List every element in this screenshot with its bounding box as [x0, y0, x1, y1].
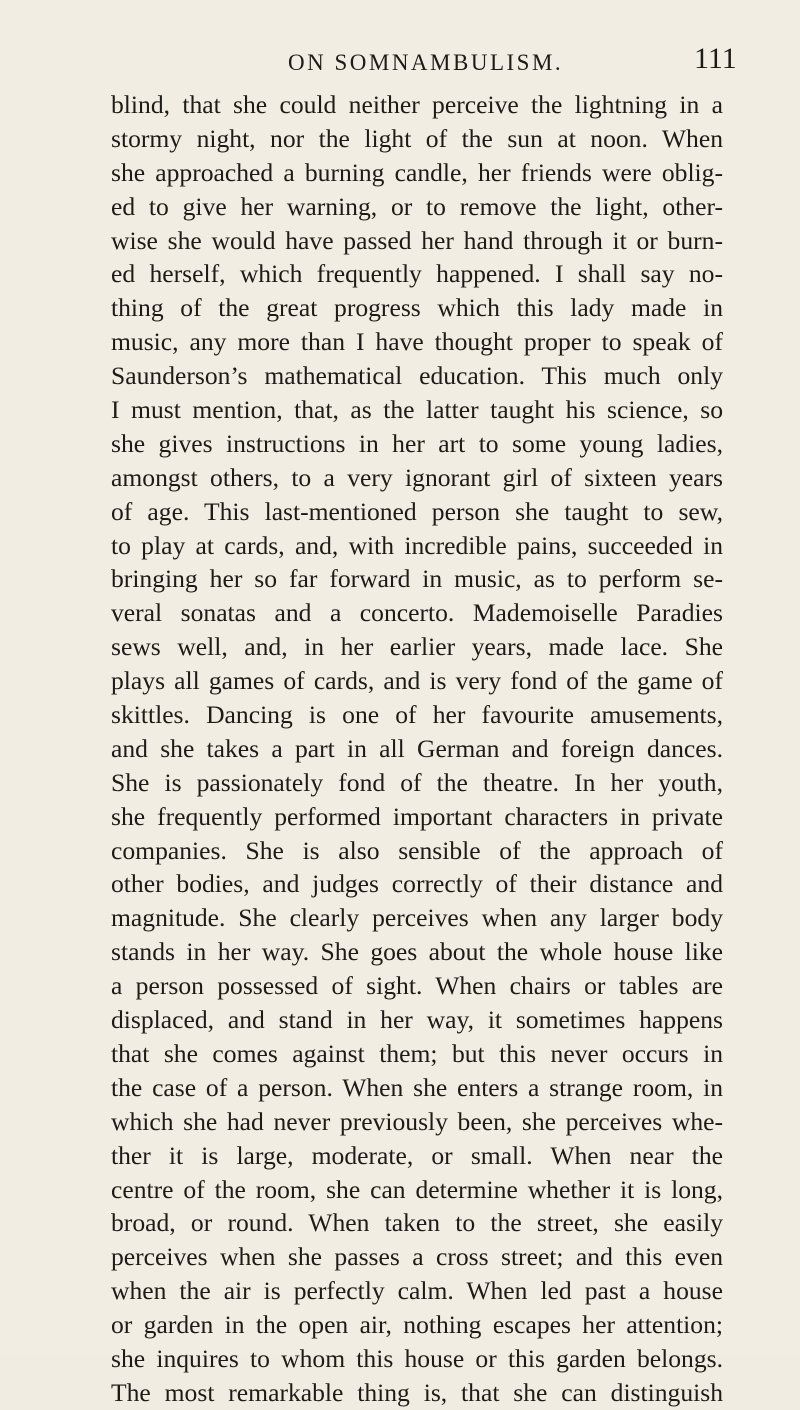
text-line: the case of a person. When she enters a strange room, in [111, 1072, 723, 1102]
text-line: ther it is large, moderate, or small. When near the [111, 1140, 723, 1170]
text-line: other bodies, and judges correctly of their distance and [111, 869, 723, 899]
text-line: displaced, and stand in her way, it sometimes happens [111, 1005, 723, 1035]
text-line: The most remarkable thing is, that she can distinguish [111, 1377, 723, 1407]
text-line: of age. This last-mentioned person she taught to sew, [111, 496, 723, 526]
text-line: veral sonatas and a concerto. Mademoiselle Paradies [111, 598, 723, 628]
text-line: companies. She is also sensible of the approach of [111, 835, 723, 865]
text-line: and she takes a part in all German and foreign dances. [111, 733, 723, 763]
text-line: ed to give her warning, or to remove the light, other- [111, 191, 723, 221]
text-line: thing of the great progress which this lady made in [111, 293, 723, 323]
text-line: she gives instructions in her art to some young ladies, [111, 428, 723, 458]
text-line: magnitude. She clearly perceives when any larger body [111, 903, 723, 933]
text-line: she frequently performed important characters in private [111, 801, 723, 831]
text-line: ed herself, which frequently happened. I shall say no- [111, 259, 723, 289]
body-text [111, 88, 723, 1410]
text-line: She is passionately fond of the theatre. In her youth, [111, 767, 723, 797]
text-line: music, any more than I have thought proper to speak of [111, 327, 723, 357]
text-line: skittles. Dancing is one of her favourite amusements, [111, 700, 723, 730]
text-line: I must mention, that, as the latter taught his science, so [111, 395, 723, 425]
text-line: she approached a burning candle, her friends were oblig- [111, 157, 723, 187]
text-line: stormy night, nor the light of the sun at noon. When [111, 123, 723, 153]
text-line: that she comes against them; but this never occurs in [111, 1038, 723, 1068]
text-line: amongst others, to a very ignorant girl of sixteen years [111, 462, 723, 492]
text-line: stands in her way. She goes about the whole house like [111, 937, 723, 967]
text-line: sews well, and, in her earlier years, made lace. She [111, 632, 723, 662]
text-line: she inquires to whom this house or this garden belongs. [111, 1343, 723, 1373]
page-number: 111 [694, 42, 737, 75]
running-head [0, 42, 800, 82]
text-line: or garden in the open air, nothing escapes her attention; [111, 1310, 723, 1340]
text-line: wise she would have passed her hand through it or burn- [111, 225, 723, 255]
text-line: which she had never previously been, she perceives whe- [111, 1106, 723, 1136]
text-line: perceives when she passes a cross street; and this even [111, 1242, 723, 1272]
text-line: blind, that she could neither perceive the lightning in a [111, 90, 723, 119]
text-line: broad, or round. When taken to the street, she easily [111, 1208, 723, 1238]
text-line: plays all games of cards, and is very fond of the game of [111, 666, 723, 696]
running-title: ON SOMNAMBULISM. [288, 50, 564, 75]
text-line: centre of the room, she can determine whether it is long, [111, 1174, 723, 1204]
text-line: to play at cards, and, with incredible pains, succeeded in [111, 530, 723, 560]
text-line: bringing her so far forward in music, as to perform se- [111, 564, 723, 594]
text-line: Saunderson’s mathematical education. This much only [111, 361, 723, 391]
text-line: a person possessed of sight. When chairs or tables are [111, 971, 723, 1001]
text-line: when the air is perfectly calm. When led past a house [111, 1276, 723, 1306]
